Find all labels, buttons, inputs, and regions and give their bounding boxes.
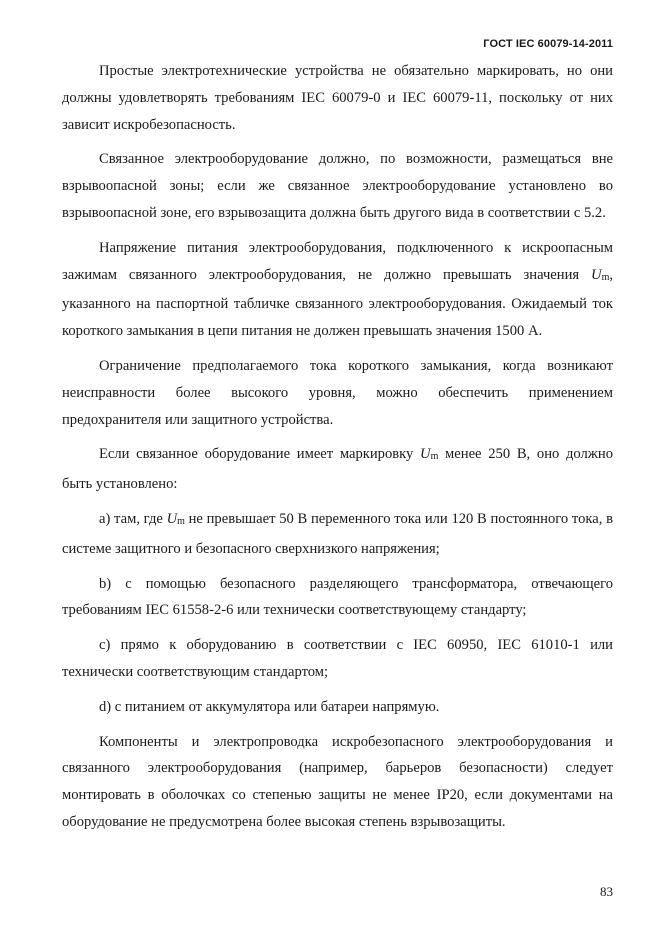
body-text (62, 58, 613, 844)
page-number: 83 (600, 884, 613, 899)
text-segment: Напряжение питания электрооборудования, подключенного к искроопасным зажимам связанного электрооборудования, не должно превышать значения (62, 239, 613, 283)
text-segment: , указанного на паспортной табличке связанного электрооборудования. Ожидаемый ток короткого замыкания в цепи питания не должен превышать значения 1500 А. (62, 266, 613, 340)
symbol-u: U (420, 446, 431, 463)
text-segment: Если связанное оборудование имеет маркировку (99, 446, 421, 463)
subscript-m: m (601, 271, 610, 283)
symbol-u: U (166, 510, 178, 527)
list-item-b: b) с помощью безопасного разделяющего трансформатора, отвечающего требованиям IEC 61558-2-6 или технически соответствующему стандарту; (62, 575, 613, 619)
subscript-m: m (177, 515, 185, 527)
paragraph-associated-equipment-location: Связанное электрооборудование должно, по возможности, размещаться вне взрывоопасной зоны; если же связанное электрооборудование установлено во взрывоопасной зоне, его взрывозащита должна быть другого вида в соответствии с 5.2. (62, 151, 613, 221)
list-item-a (62, 506, 613, 563)
subscript-m: m (430, 451, 439, 463)
text-segment: менее 250 В, оно должно быть установлено: (62, 446, 613, 493)
document-code-header: ГОСТ IEC 60079-14-2011 (483, 38, 613, 50)
paragraph-marking-um (62, 441, 613, 498)
paragraph-simple-devices: Простые электротехнические устройства не обязательно маркировать, но они должны удовлетворять требованиям IEC 60079-0 и IEC 60079-11, поскольку от них зависит искробезопасность. (62, 63, 613, 133)
symbol-u: U (591, 266, 602, 283)
paragraph-supply-voltage (62, 235, 613, 345)
text-segment: не превышает 50 В переменного тока или 120 В постоянного тока, в системе защитного и безопасного сверхнизкого напряжения; (62, 510, 613, 557)
paragraph-short-circuit-limitation: Ограничение предполагаемого тока короткого замыкания, когда возникают неисправности более высокого уровня, можно обеспечить применением предохранителя или защитного устройства. (62, 357, 613, 428)
list-item-d: d) с питанием от аккумулятора или батареи напрямую. (99, 698, 440, 715)
text-segment: а) там, где (99, 510, 167, 527)
list-item-c: c) прямо к оборудованию в соответствии с IEC 60950, IEC 61010-1 или технически соответствующим стандартом; (62, 637, 613, 680)
paragraph-enclosure-protection: Компоненты и электропроводка искробезопасного электрооборудования и связанного электрооборудования (например, барьеров безопасности) следует монтировать в оболочках со степенью защиты не менее IP20, если документами на оборудование не предусмотрена более высокая степень взрывозащиты. (62, 733, 613, 830)
